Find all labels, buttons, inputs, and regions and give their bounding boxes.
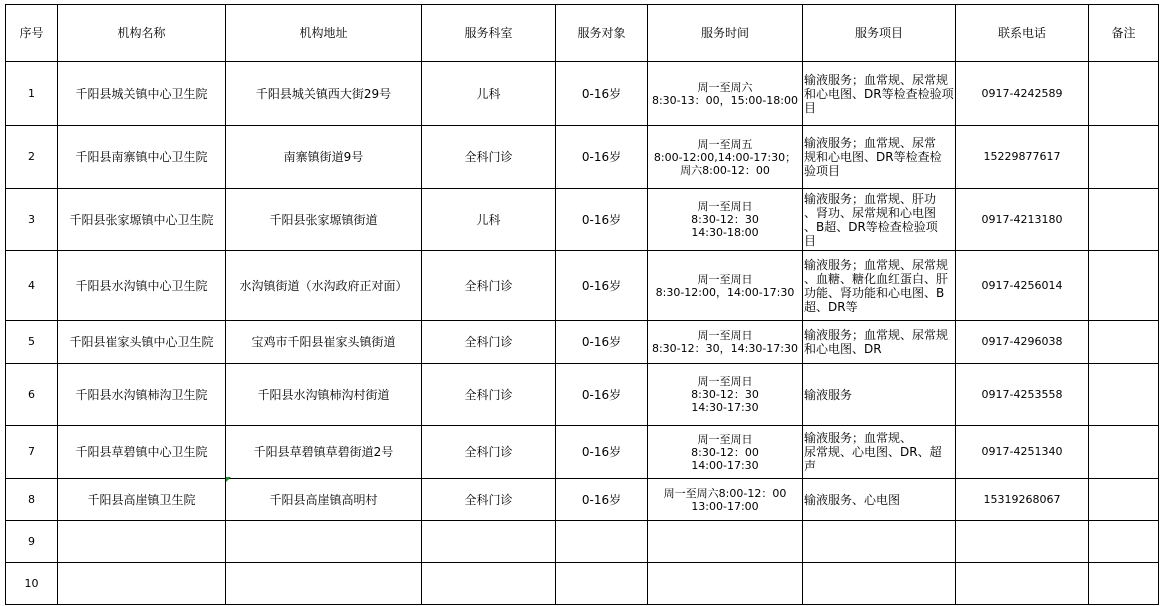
cell-items-line: 目	[804, 233, 817, 248]
cell-time[interactable]	[648, 126, 803, 189]
cell-time[interactable]	[648, 563, 803, 605]
cell-items-line: 声	[804, 459, 817, 473]
cell-phone[interactable]: 0917-4253558	[956, 364, 1089, 426]
cell-dept[interactable]	[422, 563, 556, 605]
cell-phone[interactable]: 15229877617	[956, 126, 1089, 189]
cell-note[interactable]	[1089, 126, 1159, 189]
cell-comment-marker	[226, 477, 231, 482]
cell-time-line: 周一至周五	[697, 137, 753, 151]
cell-items[interactable]	[803, 426, 956, 479]
cell-time[interactable]	[648, 426, 803, 479]
cell-time-line: 14:30-17:30	[691, 401, 759, 414]
cell-address[interactable]: 千阳县草碧镇草碧街道2号	[226, 426, 422, 479]
cell-items-line: 、肾功、尿常规和心电图	[804, 205, 937, 220]
cell-time-line: 8:30-12：30，14:30-17:30	[651, 342, 799, 355]
cell-items-line: 规和心电图、DR等检查检	[804, 150, 942, 164]
cell-items-line: 、B超、DR等检查检验项	[804, 219, 938, 234]
cell-items-line: 输液服务；血常规、肝功	[804, 191, 937, 206]
cell-time-line: 8:30-12：30	[691, 213, 759, 226]
cell-time-line: 周一至周日	[697, 272, 753, 286]
cell-name[interactable]: 千阳县张家塬镇中心卫生院	[58, 189, 226, 251]
cell-time-line: 周一至周六8:00-12：00	[663, 486, 787, 500]
table-row	[6, 479, 1159, 521]
cell-no[interactable]: 3	[6, 189, 58, 251]
header-row	[6, 5, 1159, 62]
cell-time-line: 8:30-12:00，14:00-17:30	[655, 285, 795, 299]
table-row	[6, 563, 1159, 605]
cell-dept[interactable]: 全科门诊	[422, 126, 556, 189]
cell-no[interactable]: 6	[6, 364, 58, 426]
cell-note[interactable]	[1089, 189, 1159, 251]
header-cell-phone[interactable]: 联系电话	[956, 5, 1089, 62]
cell-time-line: 8:30-13：00，15:00-18:00	[651, 93, 799, 107]
header-cell-no[interactable]: 序号	[6, 5, 58, 62]
cell-phone[interactable]: 0917-4251340	[956, 426, 1089, 479]
cell-address[interactable]: 南寨镇街道9号	[226, 126, 422, 189]
cell-items-line: 输液服务	[804, 387, 853, 402]
cell-items[interactable]	[803, 189, 956, 251]
cell-address[interactable]	[226, 521, 422, 563]
cell-address[interactable]: 千阳县水沟镇柿沟村街道	[226, 364, 422, 426]
cell-no[interactable]: 7	[6, 426, 58, 479]
cell-items-line: 验项目	[804, 164, 841, 178]
cell-name[interactable]: 千阳县南寨镇中心卫生院	[58, 126, 226, 189]
cell-target[interactable]: 0-16岁	[556, 251, 648, 321]
header-cell-address[interactable]: 机构地址	[226, 5, 422, 62]
cell-time[interactable]	[648, 364, 803, 426]
cell-target[interactable]: 0-16岁	[556, 479, 648, 521]
table-row	[6, 426, 1159, 479]
cell-note[interactable]	[1089, 521, 1159, 563]
cell-time[interactable]	[648, 521, 803, 563]
cell-dept[interactable]: 全科门诊	[422, 251, 556, 321]
cell-items-line: 尿常规、心电图、DR、超	[804, 445, 942, 459]
cell-dept[interactable]: 全科门诊	[422, 321, 556, 364]
cell-name[interactable]	[58, 521, 226, 563]
cell-note[interactable]	[1089, 62, 1159, 126]
cell-phone[interactable]	[956, 521, 1089, 563]
cell-phone[interactable]: 0917-4242589	[956, 62, 1089, 126]
cell-phone[interactable]	[956, 563, 1089, 605]
cell-dept[interactable]: 全科门诊	[422, 479, 556, 521]
cell-no[interactable]: 5	[6, 321, 58, 364]
cell-items-line: 功能、肾功能和心电图、B	[804, 285, 945, 300]
table-row	[6, 521, 1159, 563]
cell-phone[interactable]: 15319268067	[956, 479, 1089, 521]
header-cell-note[interactable]: 备注	[1089, 5, 1159, 62]
cell-name[interactable]: 千阳县城关镇中心卫生院	[58, 62, 226, 126]
cell-time-line: 周一至周六	[697, 80, 753, 94]
cell-time[interactable]	[648, 479, 803, 521]
table-row	[6, 251, 1159, 321]
cell-note[interactable]	[1089, 563, 1159, 605]
cell-items-line: 输液服务；血常规、尿常规	[804, 72, 949, 87]
cell-items-line: 输液服务、心电图	[804, 492, 901, 507]
cell-target[interactable]	[556, 563, 648, 605]
cell-no[interactable]: 10	[6, 563, 58, 605]
cell-note[interactable]	[1089, 479, 1159, 521]
cell-note[interactable]	[1089, 321, 1159, 364]
cell-time-line: 周一至周日	[697, 329, 753, 342]
header-cell-items[interactable]: 服务项目	[803, 5, 956, 62]
cell-target[interactable]: 0-16岁	[556, 426, 648, 479]
clinic-table	[5, 4, 1159, 605]
cell-items[interactable]	[803, 321, 956, 364]
spreadsheet-sheet	[5, 4, 1159, 605]
cell-time-line: 周一至周日	[697, 375, 753, 388]
header-cell-time[interactable]: 服务时间	[648, 5, 803, 62]
cell-time-line: 14:30-18:00	[691, 226, 759, 239]
cell-dept[interactable]: 全科门诊	[422, 426, 556, 479]
cell-items[interactable]	[803, 563, 956, 605]
cell-no[interactable]: 8	[6, 479, 58, 521]
cell-address[interactable]: 千阳县张家塬镇街道	[226, 189, 422, 251]
cell-target[interactable]	[556, 521, 648, 563]
cell-dept[interactable]: 儿科	[422, 189, 556, 251]
cell-dept[interactable]: 儿科	[422, 62, 556, 126]
cell-target[interactable]: 0-16岁	[556, 321, 648, 364]
cell-note[interactable]	[1089, 364, 1159, 426]
cell-dept[interactable]	[422, 521, 556, 563]
cell-target[interactable]: 0-16岁	[556, 126, 648, 189]
cell-items-line: 输液服务；血常规、	[804, 431, 913, 445]
cell-phone[interactable]: 0917-4256014	[956, 251, 1089, 321]
cell-target[interactable]: 0-16岁	[556, 364, 648, 426]
cell-time-line: 周一至周日	[697, 200, 753, 213]
cell-items-line: 、血糖、糖化血红蛋白、肝	[804, 271, 949, 286]
cell-name[interactable]: 千阳县水沟镇中心卫生院	[58, 251, 226, 321]
cell-items-line: 输液服务；血常规、尿常规	[804, 328, 949, 342]
cell-items[interactable]	[803, 126, 956, 189]
cell-target[interactable]: 0-16岁	[556, 62, 648, 126]
cell-no[interactable]: 9	[6, 521, 58, 563]
table-row	[6, 321, 1159, 364]
cell-name[interactable]: 千阳县崔家头镇中心卫生院	[58, 321, 226, 364]
cell-time[interactable]	[648, 62, 803, 126]
header-cell-dept[interactable]: 服务科室	[422, 5, 556, 62]
cell-time-line: 14:00-17:30	[691, 458, 759, 472]
cell-name[interactable]: 千阳县高崖镇卫生院	[58, 479, 226, 521]
cell-time[interactable]	[648, 189, 803, 251]
cell-name[interactable]	[58, 563, 226, 605]
cell-name[interactable]: 千阳县水沟镇柿沟卫生院	[58, 364, 226, 426]
cell-items-line: 输液服务；血常规、尿常规	[804, 257, 949, 272]
cell-address[interactable]: 宝鸡市千阳县崔家头镇街道	[226, 321, 422, 364]
cell-address[interactable]: 千阳县城关镇西大街29号	[226, 62, 422, 126]
cell-address[interactable]: 千阳县高崖镇高明村	[226, 479, 422, 521]
cell-items[interactable]	[803, 251, 956, 321]
cell-time-line: 8:30-12：30	[691, 388, 759, 401]
header-cell-name[interactable]: 机构名称	[58, 5, 226, 62]
cell-phone[interactable]: 0917-4213180	[956, 189, 1089, 251]
cell-time-line: 8:30-12：00	[691, 445, 759, 459]
cell-phone[interactable]: 0917-4296038	[956, 321, 1089, 364]
cell-note[interactable]	[1089, 426, 1159, 479]
cell-items-line: 和心电图、DR	[804, 342, 882, 356]
cell-time[interactable]	[648, 251, 803, 321]
cell-items[interactable]	[803, 521, 956, 563]
header-cell-target[interactable]: 服务对象	[556, 5, 648, 62]
cell-items[interactable]	[803, 479, 956, 521]
cell-address[interactable]: 水沟镇街道（水沟政府正对面）	[226, 251, 422, 321]
cell-time-line: 周六8:00-12：00	[680, 163, 770, 177]
cell-no[interactable]: 4	[6, 251, 58, 321]
cell-time[interactable]	[648, 321, 803, 364]
cell-name[interactable]: 千阳县草碧镇中心卫生院	[58, 426, 226, 479]
table-row	[6, 62, 1159, 126]
cell-items-line: 目	[804, 100, 817, 115]
cell-note[interactable]	[1089, 251, 1159, 321]
table-row	[6, 364, 1159, 426]
cell-time-line: 13:00-17:00	[691, 499, 759, 513]
table-row	[6, 189, 1159, 251]
cell-no[interactable]: 2	[6, 126, 58, 189]
cell-time-line: 周一至周日	[697, 432, 753, 446]
cell-items[interactable]	[803, 62, 956, 126]
cell-items-line: 超、DR等	[804, 299, 858, 314]
cell-no[interactable]: 1	[6, 62, 58, 126]
cell-address[interactable]	[226, 563, 422, 605]
cell-items-line: 和心电图、DR等检查检验项	[804, 86, 954, 101]
cell-dept[interactable]: 全科门诊	[422, 364, 556, 426]
cell-target[interactable]: 0-16岁	[556, 189, 648, 251]
cell-items[interactable]	[803, 364, 956, 426]
table-row	[6, 126, 1159, 189]
cell-items-line: 输液服务；血常规、尿常	[804, 136, 937, 150]
cell-time-line: 8:00-12:00,14:00-17:30；	[653, 150, 797, 164]
